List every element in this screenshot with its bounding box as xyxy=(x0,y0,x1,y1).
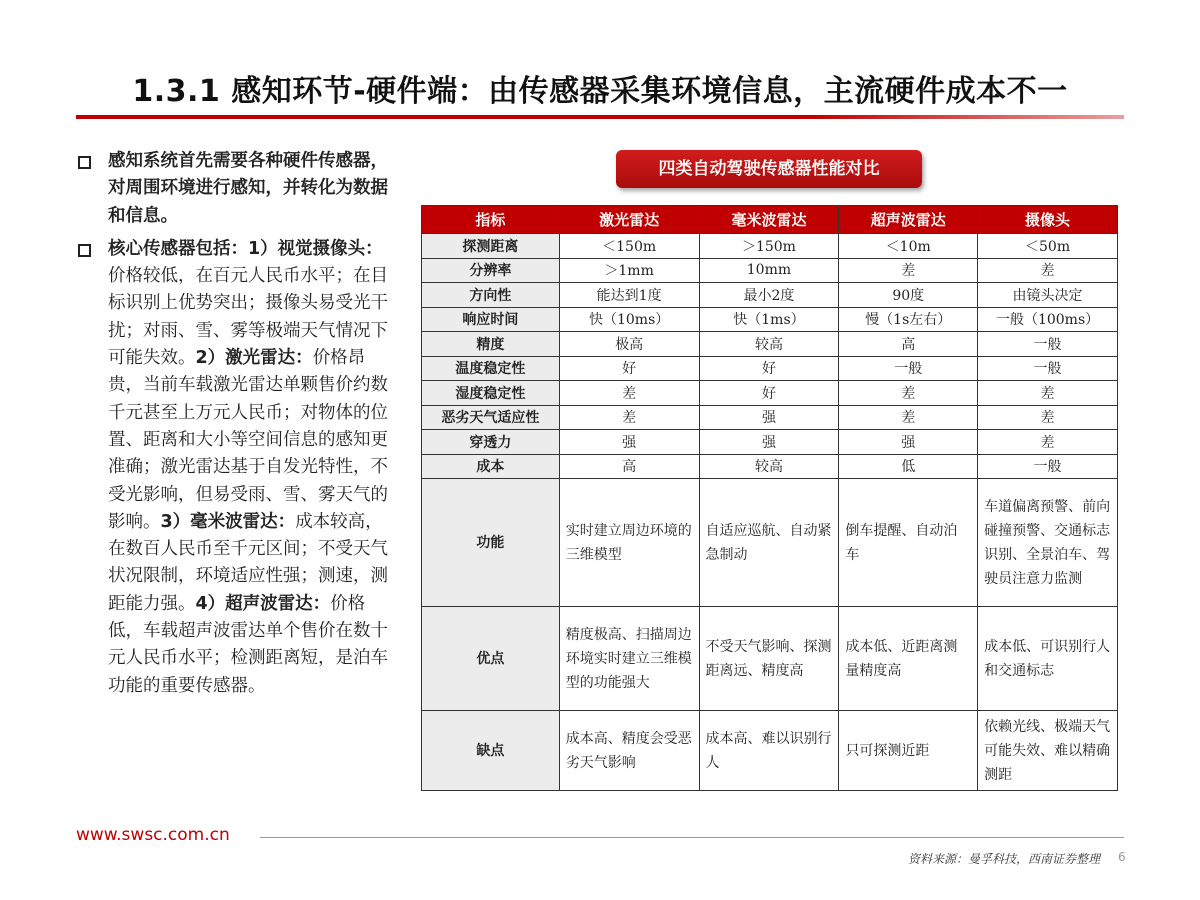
table-cell: 好 xyxy=(699,381,839,406)
table-cell: 强 xyxy=(699,430,839,455)
table-header-row xyxy=(422,206,1118,234)
table-cell: 差 xyxy=(839,405,978,430)
table-cell: 一般 xyxy=(978,356,1118,381)
row-label: 方向性 xyxy=(422,283,560,308)
table-cell: 快（1ms） xyxy=(699,307,839,332)
row-label: 成本 xyxy=(422,454,560,479)
column-header: 超声波雷达 xyxy=(839,206,978,234)
row-label: 湿度稳定性 xyxy=(422,381,560,406)
table-row xyxy=(422,607,1118,711)
table-cell: 差 xyxy=(839,258,978,283)
bullet-text: 价格较低，在百元人民币水平；在目标识别上优势突出；摄像头易受光干扰；对雨、雪、雾等极端天气情况下可能失效。 xyxy=(108,266,388,369)
row-label: 穿透力 xyxy=(422,430,560,455)
table-cell: 强 xyxy=(559,430,699,455)
table-cell: 高 xyxy=(839,332,978,357)
bullet-heading: 2）激光雷达： xyxy=(195,348,313,369)
bullet-text: 感知系统首先需要各种硬件传感器，对周围环境进行感知，并转化为数据和信息。 xyxy=(108,151,388,226)
table-row xyxy=(422,234,1118,259)
bullet-text: 价格昂贵，当前车载激光雷达单颗售价约数千元甚至上万元人民币；对物体的位置、距离和大小等空间信息的感知更准确；激光雷达基于自发光特性，不受光影响，但易受雨、雪、雾天气的影响。 xyxy=(108,348,388,532)
table-cell: 差 xyxy=(978,405,1118,430)
table-cell: 依赖光线、极端天气可能失效、难以精确测距 xyxy=(978,711,1118,791)
row-label: 探测距离 xyxy=(422,234,560,259)
column-header: 摄像头 xyxy=(978,206,1118,234)
row-label: 精度 xyxy=(422,332,560,357)
table-cell: 好 xyxy=(559,356,699,381)
table-cell: ＜10m xyxy=(839,234,978,259)
table-row xyxy=(422,332,1118,357)
table-cell: 低 xyxy=(839,454,978,479)
row-label: 温度稳定性 xyxy=(422,356,560,381)
row-label: 响应时间 xyxy=(422,307,560,332)
row-label: 优点 xyxy=(422,607,560,711)
page-title: 1.3.1 感知环节-硬件端：由传感器采集环境信息，主流硬件成本不一 xyxy=(132,74,1068,109)
table-cell: 10mm xyxy=(699,258,839,283)
table-cell: 一般 xyxy=(978,454,1118,479)
table-row xyxy=(422,356,1118,381)
table-cell: 慢（1s左右） xyxy=(839,307,978,332)
table-cell: 自适应巡航、自动紧急制动 xyxy=(699,479,839,607)
bullet-item xyxy=(76,236,394,700)
table-cell: 快（10ms） xyxy=(559,307,699,332)
row-label: 缺点 xyxy=(422,711,560,791)
table-cell: 极高 xyxy=(559,332,699,357)
column-header: 指标 xyxy=(422,206,560,234)
table-cell: 高 xyxy=(559,454,699,479)
table-row xyxy=(422,381,1118,406)
table-row xyxy=(422,430,1118,455)
table-cell: 能达到1度 xyxy=(559,283,699,308)
bullet-heading: 3）毫米波雷达： xyxy=(160,511,296,532)
table-cell: 一般（100ms） xyxy=(978,307,1118,332)
website-link[interactable]: www.swsc.com.cn xyxy=(76,825,230,845)
row-label: 分辨率 xyxy=(422,258,560,283)
table-cell: 较高 xyxy=(699,454,839,479)
table-row xyxy=(422,405,1118,430)
table-row xyxy=(422,454,1118,479)
table-cell: 不受天气影响、探测距离远、精度高 xyxy=(699,607,839,711)
table-cell: 倒车提醒、自动泊车 xyxy=(839,479,978,607)
table-cell: 差 xyxy=(839,381,978,406)
checkbox-bullet-icon xyxy=(78,156,91,169)
table-cell: 精度极高、扫描周边环境实时建立三维模型的功能强大 xyxy=(559,607,699,711)
table-cell: 90度 xyxy=(839,283,978,308)
table-cell: 差 xyxy=(978,381,1118,406)
table-cell: 最小2度 xyxy=(699,283,839,308)
table-cell: 差 xyxy=(559,381,699,406)
table-cell: 较高 xyxy=(699,332,839,357)
table-cell: 差 xyxy=(559,405,699,430)
table-cell: 强 xyxy=(839,430,978,455)
bullet-heading: 核心传感器包括：1）视觉摄像头： xyxy=(108,238,383,259)
bullet-heading: 4）超声波雷达： xyxy=(195,593,331,614)
page-number: 6 xyxy=(1118,850,1126,864)
sensor-comparison-table xyxy=(421,205,1118,791)
table-cell: 强 xyxy=(699,405,839,430)
table-cell: 成本低、可识别行人和交通标志 xyxy=(978,607,1118,711)
column-header: 激光雷达 xyxy=(559,206,699,234)
table-row xyxy=(422,711,1118,791)
table-cell: ＞1mm xyxy=(559,258,699,283)
table-cell: ＞150m xyxy=(699,234,839,259)
checkbox-bullet-icon xyxy=(78,244,91,257)
title-divider xyxy=(76,115,1124,119)
bullet-text: 价格低，车载超声波雷达单个售价在数十元人民币水平；检测距离短，是泊车功能的重要传感器。 xyxy=(108,593,388,696)
table-title: 四类自动驾驶传感器性能对比 xyxy=(616,150,922,188)
bullet-list xyxy=(76,148,394,706)
table-cell: 一般 xyxy=(978,332,1118,357)
table-row xyxy=(422,283,1118,308)
table-row xyxy=(422,479,1118,607)
bullet-item xyxy=(76,148,394,230)
table-cell: 成本高、难以识别行人 xyxy=(699,711,839,791)
table-cell: 由镜头决定 xyxy=(978,283,1118,308)
bullet-text: 成本较高，在数百人民币至千元区间；不受天气状况限制，环境适应性强；测速，测距能力强。 xyxy=(108,511,388,614)
table-cell: 一般 xyxy=(839,356,978,381)
table-cell: 实时建立周边环境的三维模型 xyxy=(559,479,699,607)
column-header: 毫米波雷达 xyxy=(699,206,839,234)
source-note: 资料来源：曼孚科技，西南证券整理 xyxy=(907,852,1100,866)
table-row xyxy=(422,258,1118,283)
table-cell: 差 xyxy=(978,430,1118,455)
table-cell: 好 xyxy=(699,356,839,381)
table-row xyxy=(422,307,1118,332)
row-label: 功能 xyxy=(422,479,560,607)
table-cell: ＜150m xyxy=(559,234,699,259)
table-cell: 差 xyxy=(978,258,1118,283)
row-label: 恶劣天气适应性 xyxy=(422,405,560,430)
table-cell: 成本高、精度会受恶劣天气影响 xyxy=(559,711,699,791)
footer-divider xyxy=(260,837,1124,838)
table-cell: 车道偏离预警、前向碰撞预警、交通标志识别、全景泊车、驾驶员注意力监测 xyxy=(978,479,1118,607)
table-cell: 只可探测近距 xyxy=(839,711,978,791)
table-cell: ＜50m xyxy=(978,234,1118,259)
table-cell: 成本低、近距离测量精度高 xyxy=(839,607,978,711)
